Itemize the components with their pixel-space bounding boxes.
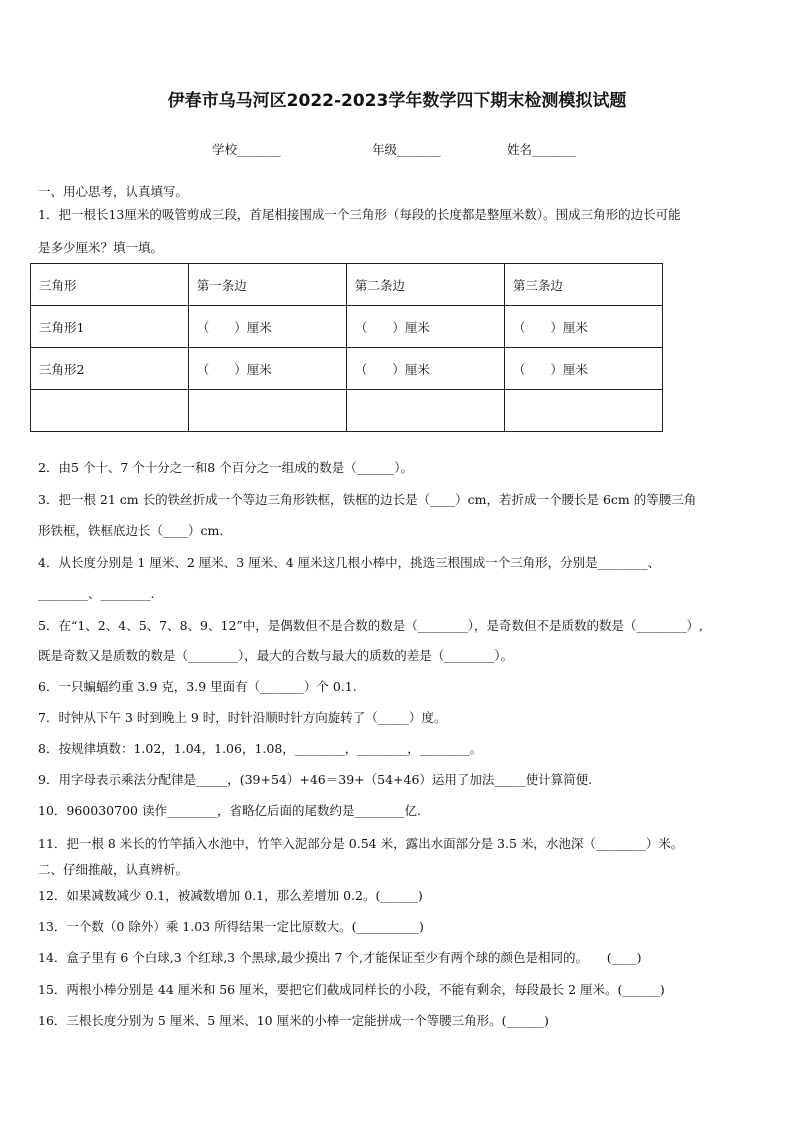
question-10: 10．960030700 读作________，省略亿后面的尾数约是________亿.: [38, 803, 421, 818]
table-cell: （ ）厘米: [188, 306, 346, 348]
question-11: 11．把一根 8 米长的竹竿插入水池中，竹竿入泥部分是 0.54 米，露出水面部分是 3.5 米，水池深（________）米。: [38, 836, 684, 851]
question-2: 2．由5 个十、7 个十分之一和8 个百分之一组成的数是（______）。: [38, 460, 413, 475]
table-row: [31, 390, 663, 432]
table-cell: [504, 390, 662, 432]
section-one-heading: 一、用心思考，认真填写。: [38, 184, 189, 199]
table-cell: 三角形2: [31, 348, 189, 390]
question-4-line-2: ________、________.: [38, 586, 155, 601]
table-cell: [346, 390, 504, 432]
question-13: 13．一个数（0 除外）乘 1.03 所得结果一定比原数大。(__________): [38, 919, 424, 934]
table-header-cell: 三角形: [31, 264, 189, 306]
table-cell: 三角形1: [31, 306, 189, 348]
table-header-row: [31, 264, 663, 306]
table-cell: （ ）厘米: [188, 348, 346, 390]
page-title: 伊春市乌马河区2022-2023学年数学四下期末检测模拟试题: [167, 91, 627, 111]
table-row: [31, 306, 663, 348]
question-15: 15．两根小棒分别是 44 厘米和 56 厘米，要把它们截成同样长的小段，不能有剩余，每段最长 2 厘米。(______): [38, 982, 665, 997]
table-header-cell: 第二条边: [346, 264, 504, 306]
question-1-line-1: 1．把一根长13厘米的吸管剪成三段，首尾相接围成一个三角形（每段的长度都是整厘米数）。围成三角形的边长可能: [38, 207, 681, 222]
question-6: 6．一只蝙蝠约重 3.9 克，3.9 里面有（_______）个 0.1.: [38, 679, 357, 694]
table-cell: （ ）厘米: [346, 306, 504, 348]
question-3-line-2: 形铁框，铁框底边长（____）cm.: [38, 523, 224, 538]
triangle-table: [30, 263, 663, 432]
table-cell: （ ）厘米: [346, 348, 504, 390]
question-5-line-2: 既是奇数又是质数的数是（________），最大的合数与最大的质数的差是（________）。: [38, 648, 514, 663]
question-12: 12．如果减数减少 0.1，被减数增加 0.1，那么差增加 0.2。(______): [38, 888, 423, 903]
table-cell: [188, 390, 346, 432]
section-two-heading: 二、仔细推敲，认真辨析。: [38, 862, 189, 877]
table-header-cell: 第三条边: [504, 264, 662, 306]
grade-field: 年级_______: [372, 142, 441, 157]
table-cell: （ ）厘米: [504, 348, 662, 390]
table-cell: [31, 390, 189, 432]
table-header-cell: 第一条边: [188, 264, 346, 306]
question-4-line-1: 4．从长度分别是 1 厘米、2 厘米、3 厘米、4 厘米这几根小棒中，挑选三根围成一个三角形，分别是________、: [38, 555, 661, 570]
school-field: 学校_______: [212, 142, 281, 157]
question-5-line-1: 5．在“1、2、4、5、7、8、9、12”中，是偶数但不是合数的数是（________），是奇数但不是质数的数是（________）,: [38, 618, 704, 633]
question-16: 16．三根长度分别为 5 厘米、5 厘米、10 厘米的小棒一定能拼成一个等腰三角形。(______): [38, 1013, 549, 1028]
question-9: 9．用字母表示乘法分配律是_____，(39+54）+46＝39+（54+46）运用了加法_____使计算简便.: [38, 772, 593, 787]
question-8: 8．按规律填数：1.02，1.04，1.06，1.08，________，________，________。: [38, 741, 483, 756]
question-1-line-2: 是多少厘米？填一填。: [38, 240, 164, 255]
name-field: 姓名_______: [507, 142, 576, 157]
question-7: 7．时钟从下午 3 时到晚上 9 时，时针沿顺时针方向旋转了（_____）度。: [38, 710, 447, 725]
table-cell: （ ）厘米: [504, 306, 662, 348]
table-row: [31, 348, 663, 390]
question-14: 14．盒子里有 6 个白球,3 个红球,3 个黑球,最少摸出 7 个,才能保证至少有两个球的颜色是相同的。 (____): [38, 950, 642, 965]
question-3-line-1: 3．把一根 21 cm 长的铁丝折成一个等边三角形铁框，铁框的边长是（____）cm，若折成一个腰长是 6cm 的等腰三角: [38, 492, 697, 507]
